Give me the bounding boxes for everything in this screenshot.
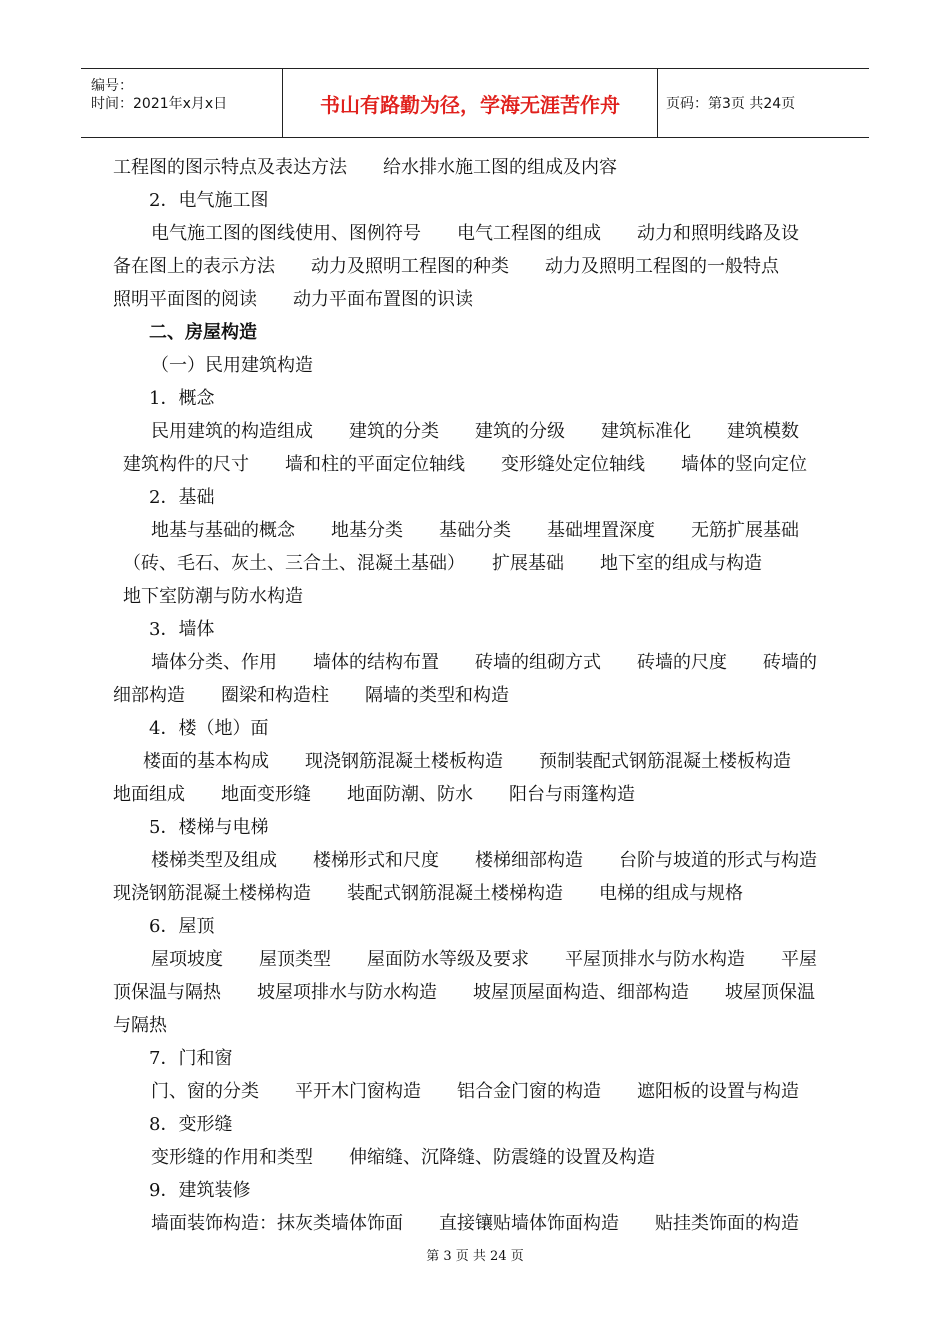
text-line: 楼梯类型及组成 楼梯形式和尺度 楼梯细部构造 台阶与坡道的形式与构造	[151, 850, 817, 871]
page-header	[81, 68, 869, 138]
section-heading: 2．电气施工图	[149, 190, 269, 211]
text-line: 与隔热	[113, 1015, 167, 1036]
text-line: 门、窗的分类 平开木门窗构造 铝合金门窗的构造 遮阳板的设置与构造	[151, 1081, 799, 1102]
header-left-cell	[81, 69, 283, 137]
page-footer: 第 3 页 共 24 页	[426, 1249, 524, 1264]
text-line: （砖、毛石、灰土、三合土、混凝土基础） 扩展基础 地下室的组成与构造	[123, 553, 762, 574]
page-info: 页码：第3页 共24页	[666, 96, 796, 112]
text-line: 地基与基础的概念 地基分类 基础分类 基础埋置深度 无筋扩展基础	[151, 520, 799, 541]
text-line: 顶保温与隔热 坡屋项排水与防水构造 坡屋顶屋面构造、细部构造 坡屋顶保温	[113, 982, 815, 1003]
section-heading: 3．墙体	[149, 619, 215, 640]
section-heading: 8．变形缝	[149, 1114, 233, 1135]
section-heading: 7．门和窗	[149, 1048, 233, 1069]
text-line: 墙面装饰构造：抹灰类墙体饰面 直接镶贴墙体饰面构造 贴挂类饰面的构造	[151, 1213, 799, 1234]
text-line: 照明平面图的阅读 动力平面布置图的识读	[113, 289, 473, 310]
text-line: 楼面的基本构成 现浇钢筋混凝土楼板构造 预制装配式钢筋混凝土楼板构造	[143, 751, 791, 772]
text-line: 备在图上的表示方法 动力及照明工程图的种类 动力及照明工程图的一般特点	[113, 256, 779, 277]
section-heading: 9．建筑装修	[149, 1180, 251, 1201]
section-heading: 1．概念	[149, 388, 215, 409]
section-heading: 2．基础	[149, 487, 215, 508]
section-heading: （一）民用建筑构造	[151, 355, 313, 376]
time-label: 时间：2021年x月x日	[91, 96, 228, 112]
section-heading: 6．屋顶	[149, 916, 215, 937]
text-line: 民用建筑的构造组成 建筑的分类 建筑的分级 建筑标准化 建筑模数	[151, 421, 799, 442]
text-line: 细部构造 圈梁和构造柱 隔墙的类型和构造	[113, 685, 509, 706]
text-line: 变形缝的作用和类型 伸缩缝、沉降缝、防震缝的设置及构造	[151, 1147, 655, 1168]
text-line: 屋项坡度 屋顶类型 屋面防水等级及要求 平屋顶排水与防水构造 平屋	[151, 949, 817, 970]
text-line: 工程图的图示特点及表达方法 给水排水施工图的组成及内容	[113, 157, 617, 178]
text-line: 建筑构件的尺寸 墙和柱的平面定位轴线 变形缝处定位轴线 墙体的竖向定位	[123, 454, 807, 475]
text-line: 电气施工图的图线使用、图例符号 电气工程图的组成 动力和照明线路及设	[151, 223, 799, 244]
section-heading: 5．楼梯与电梯	[149, 817, 269, 838]
section-heading: 4．楼（地）面	[149, 718, 269, 739]
text-line: 墙体分类、作用 墙体的结构布置 砖墙的组砌方式 砖墙的尺度 砖墙的	[151, 652, 817, 673]
text-line: 地面组成 地面变形缝 地面防潮、防水 阳台与雨篷构造	[113, 784, 635, 805]
code-label: 编号：	[91, 78, 133, 94]
chapter-heading: 二、房屋构造	[149, 322, 257, 343]
text-line: 现浇钢筋混凝土楼梯构造 装配式钢筋混凝土楼梯构造 电梯的组成与规格	[113, 883, 743, 904]
motto: 书山有路勤为径，学海无涯苦作舟	[283, 69, 658, 137]
text-line: 地下室防潮与防水构造	[123, 586, 303, 607]
